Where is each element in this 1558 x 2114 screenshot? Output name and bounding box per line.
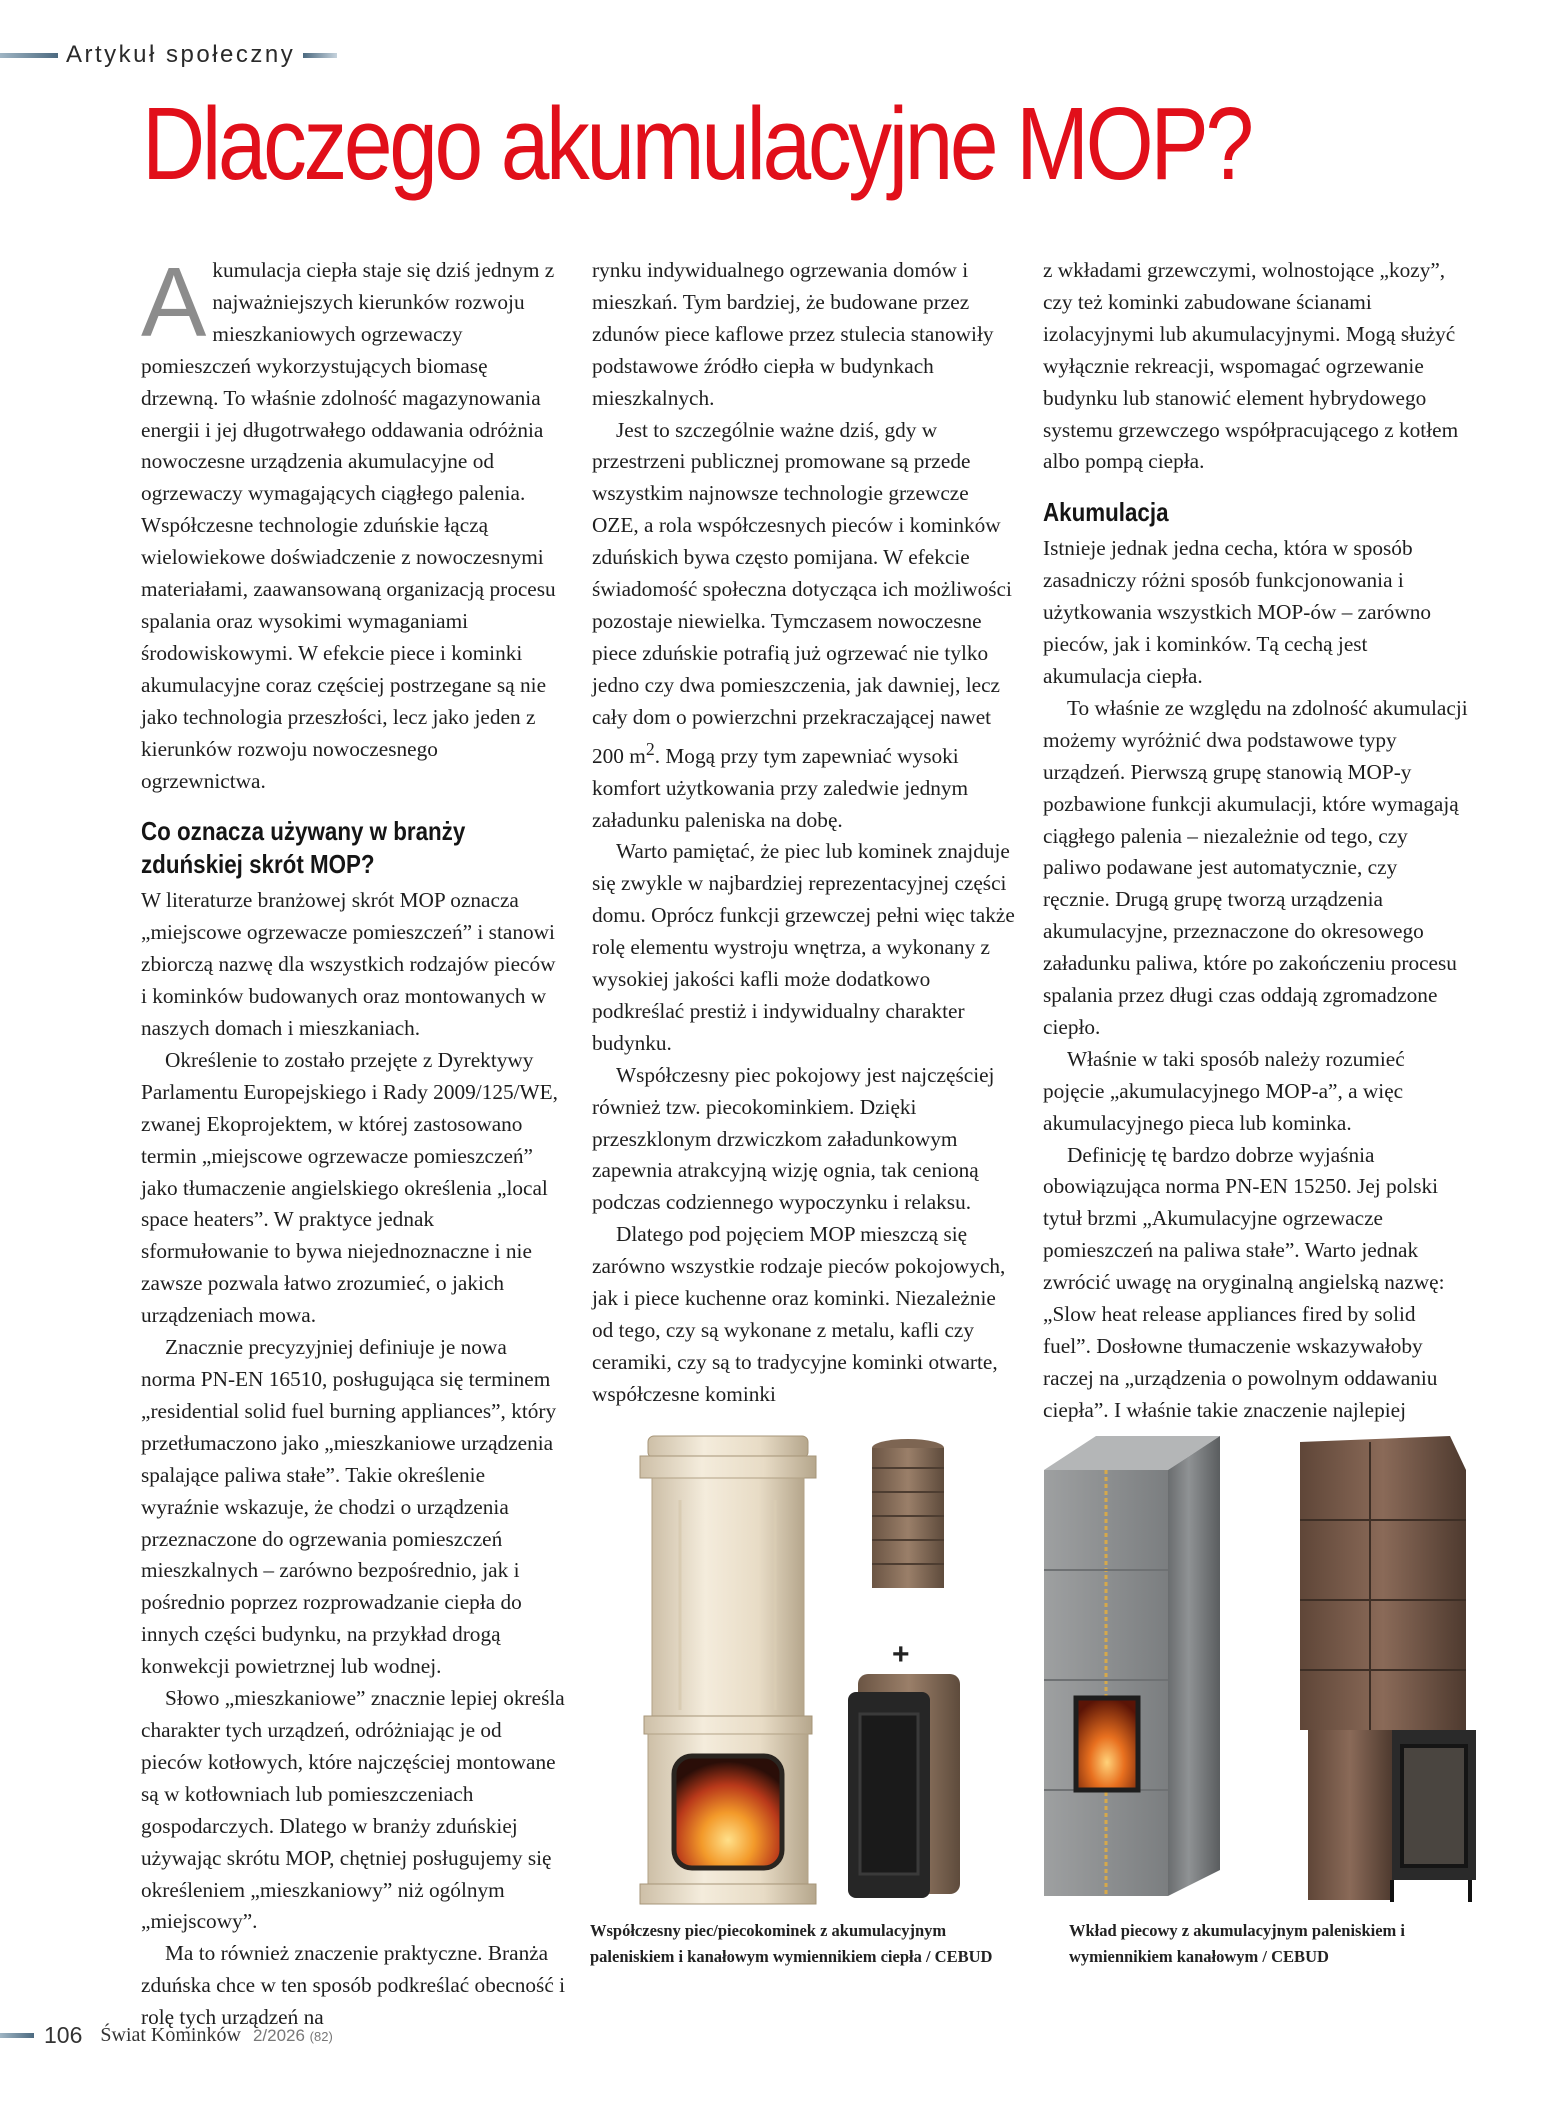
paragraph: Definicję tę bardzo dobrze wyjaśnia obowiązująca norma PN-EN 15250. Jej polski tytuł brzmi „Akumulacyjne ogrzewacze pomieszczeń na paliwa stałe”. Warto jednak zwrócić uwagę na oryginalną angielską nazwę: „Slow heat release appliances fired by solid fuel”. Dosłowne tłumaczenie wskazywałoby raczej na „urządzenia o powolnym oddawaniu ciepła”. I właśnie takie znaczenie najlepiej (1043, 1142, 1445, 1422)
stove-photo-right (1040, 1430, 1510, 1910)
section-label: Artykuł społeczny (66, 41, 296, 68)
column-3 (1043, 255, 1468, 1427)
page-number: 106 (44, 2022, 83, 2048)
paragraph: Jest to szczególnie ważne dziś, gdy w przestrzeni publicznej promowane są przede wszystkim najnowsze technologie grzewcze OZE, a rola współczesnych pieców i kominków zduńskich bywa często pomijana. W efekcie świadomość społeczna dotycząca ich możliwości pozostaje niewielka. Tymczasem nowoczesne piece zduńskie potrafią już ogrzewać nie tylko jedno czy dwa pomieszczenia, jak dawniej, lecz cały dom o powierzchni przekraczającej nawet 200 $m^2$. Mogą przy tym zapewniać wysoki komfort użytkowania przy zaledwie jednym załadunku paleniska na dobę. (592, 417, 1012, 832)
plus-sign: + (892, 1638, 910, 1671)
paragraph: Współczesny piec pokojowy jest najczęściej również tzw. piecokominkiem. Dzięki przeszklonym drzwiczkom załadunkowym zapewnia atrakcyjną wizję ognia, tak cenioną podczas codziennego wypoczynku i relaksu. (592, 1062, 995, 1215)
section-header (0, 38, 337, 72)
paragraph: Akumulacja ciepła staje się dziś jednym z najważniejszych kierunków rozwoju mieszkaniowych ogrzewaczy pomieszczeń wykorzystujących biomasę drzewną. To właśnie zdolność magazynowania energii i jej długotrwałego oddawania odróżnia nowoczesne urządzenia akumulacyjne od ogrzewaczy wymagających ciągłego palenia. Współczesne technologie zduńskie łączą wielowiekowe doświadczenie z nowoczesnymi materiałami, zaawansowaną organizacją procesu spalania oraz wysokimi wymaganiami środowiskowymi. W efekcie piece i kominki akumulacyjne coraz częściej postrzegane są nie jako technologia przeszłości, lecz jako jeden z kierunków rozwoju nowoczesnego ogrzewnictwa. (141, 247, 556, 793)
paragraph: Warto pamiętać, że piec lub kominek znajduje się zwykle w najbardziej reprezentacyjnej części domu. Oprócz funkcji grzewczej pełni więc także rolę elementu wystroju wnętrza, a wykonany z wysokiej jakości kafli może dodatkowo podkreślać prestiż i indywidualny charakter budynku. (592, 839, 1015, 1055)
photo-caption-left: Współczesny piec/piecokominek z akumulacyjnym paleniskiem i kanałowym wymiennikiem ciepła / CEBUD (590, 1921, 993, 1966)
magazine-name: Świat Kominków (100, 2024, 241, 2046)
article-title: Dlaczego akumulacyjne MOP? (142, 86, 1251, 201)
paragraph: Właśnie w taki sposób należy rozumieć pojęcie „akumulacyjnego MOP-a”, a więc akumulacyjnego pieca lub kominka. (1043, 1046, 1405, 1135)
paragraph: z wkładami grzewczymi, wolnostojące „kozy”, czy też kominki zabudowane ścianami izolacyjnymi lub akumulacyjnymi. Mogą służyć wyłącznie rekreacji, wspomagać ogrzewanie budynku lub stanowić element hybrydowego systemu grzewczego współpracującego z kotłem albo pompą ciepła. (1043, 258, 1459, 474)
paragraph: Ma to również znaczenie praktyczne. Branża zduńska chce w ten sposób podkreślać obecność i rolę tych urządzeń na (141, 1941, 566, 2030)
paragraph: Słowo „mieszkaniowe” znacznie lepiej określa charakter tych urządzeń, odróżniając je od pieców kotłowych, które najczęściej montowane są w kotłowniach lub pomieszczeniach gospodarczych. Dlatego w branży zduńskiej używając skrótu MOP, chętniej posługujemy się określeniem „mieszkaniowy” niż ogólnym „miejscowy”. (141, 1686, 565, 1934)
paragraph: Istnieje jednak jedna cecha, która w sposób zasadniczy różni sposób funkcjonowania i użytkowania wszystkich MOP-ów – zarówno pieców, jak i kominków. Tą cechą jest akumulacja ciepła. (1043, 536, 1432, 688)
subheading: Akumulacja (1043, 497, 1169, 528)
paragraph: rynku indywidualnego ogrzewania domów i mieszkań. Tym bardziej, że budowane przez zdunów piece kaflowe przez stulecia stanowiły podstawowe źródło ciepła w budynkach mieszkalnych. (592, 258, 994, 410)
paragraph: W literaturze branżowej skrót MOP oznacza „miejscowe ogrzewacze pomieszczeń” i stanowi zbiorczą nazwę dla wszystkich rodzajów pieców i kominków budowanych oraz montowanych w naszych domach i mieszkaniach. (141, 888, 556, 1041)
section-bar-right (303, 53, 337, 58)
paragraph: To właśnie ze względu na zdolność akumulacji możemy wyróżnić dwa podstawowe typy urządzeń. Pierwszą grupę stanowią MOP-y pozbawione funkcji akumulacji, które wymagają ciągłego palenia – niezależnie od tego, czy paliwo podawane jest automatycznie, czy ręcznie. Drugą grupę tworzą urządzenia akumulacyjne, przeznaczone do okresowego załadunku paliwa, które po zakończeniu procesu spalania przez długi czas oddają zgromadzone ciepło. (1043, 695, 1468, 1039)
paragraph: Znacznie precyzyjniej definiuje je nowa norma PN-EN 16510, posługująca się terminem „residential solid fuel burning appliances”, który przetłumaczono jako „mieszkaniowe urządzenia spalające paliwa stałe”. Takie określenie wyraźnie wskazuje, że chodzi o urządzenia przeznaczone do ogrzewania pomieszczeń mieszkalnych – zarówno bezpośrednio, jak i pośrednio poprzez rozprowadzanie ciepła do innych części budynku, na przykład drogą konwekcji powietrznej lub wodnej. (141, 1335, 557, 1679)
stove-photo-left (590, 1430, 1030, 1910)
footer-bar (0, 2033, 34, 2038)
drop-cap: A (141, 247, 207, 357)
photo-caption-right: Wkład piecowy z akumulacyjnym paleniskiem i wymiennikiem kanałowym / CEBUD (1069, 1921, 1405, 1966)
paragraph: Dlatego pod pojęciem MOP mieszczą się zarówno wszystkie rodzaje pieców pokojowych, jak i piece kuchenne oraz kominki. Niezależnie od tego, czy są wykonane z metalu, kafli czy ceramiki, czy są to tradycyjne kominki otwarte, współczesne kominki (592, 1222, 1006, 1406)
column-1 (141, 247, 566, 2034)
paragraph: Określenie to zostało przejęte z Dyrektywy Parlamentu Europejskiego i Rady 2009/125/WE, zwanej Ekoprojektem, w której zastosowano termin „miejscowe ogrzewacze pomieszczeń” jako tłumaczenie angielskiego określenia „local space heaters”. W praktyce jednak sformułowanie to bywa niejednoznaczne i nie zawsze pozwala łatwo zrozumieć, o jakich urządzeniach mowa. (141, 1047, 558, 1328)
section-bar-left (0, 53, 58, 58)
issue-number: 2/2026 (82) (252, 2025, 333, 2045)
subheading: Co oznacza używany w branży zduńskiej skrót MOP? (141, 816, 466, 880)
page-footer (0, 2022, 333, 2049)
column-2 (592, 255, 1017, 1411)
